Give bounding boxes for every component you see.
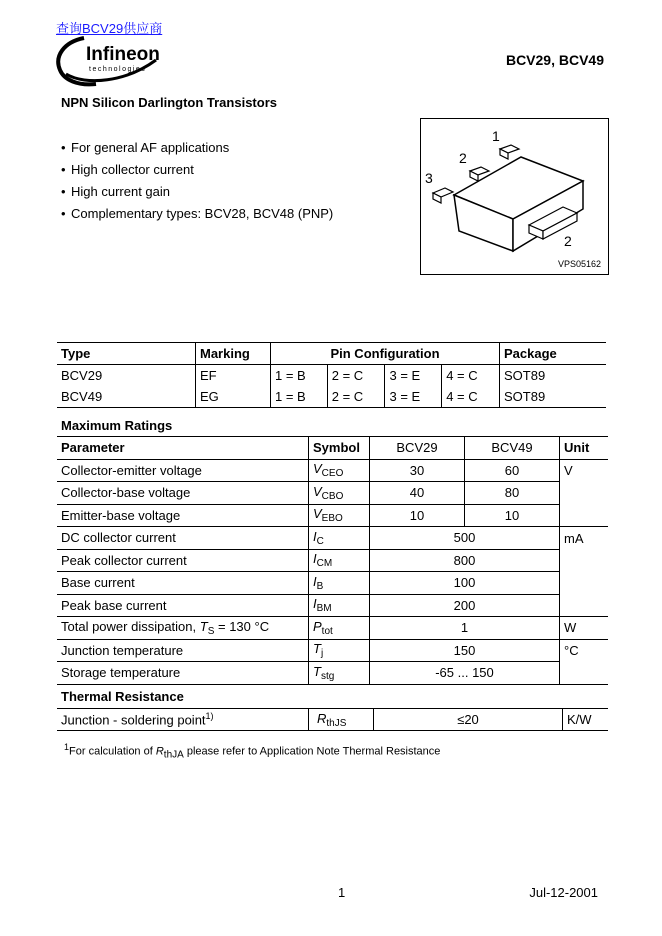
section-title-max-ratings: Maximum Ratings	[61, 418, 173, 433]
feature-item: • High current gain	[61, 184, 170, 199]
cell-pin: 2 = C	[327, 365, 385, 387]
pin-label: 2	[564, 233, 572, 249]
footnote: $^1$For calculation of $R_{thJA}$ please refer to Application Note Thermal Resistance	[64, 742, 441, 761]
cell-marking: EF	[196, 365, 271, 387]
table-row: Peak base current $I_{BM}$ 200	[57, 594, 608, 617]
feature-item: • High collector current	[61, 162, 194, 177]
cell-package: SOT89	[500, 386, 607, 408]
table-row: Peak collector current $I_{CM}$ 800	[57, 549, 608, 572]
pin-label: 3	[425, 170, 433, 186]
max-ratings-table	[57, 436, 608, 685]
table-row	[57, 365, 606, 387]
svg-text:technologies: technologies	[89, 66, 147, 73]
cell-pin: 1 = B	[271, 386, 328, 408]
package-figure	[420, 118, 609, 275]
table-row	[57, 386, 606, 408]
table-row: Junction - soldering point$^{1)}$ $R_{thJS}$ ≤20 K/W	[57, 709, 608, 731]
col-header-symbol: Symbol	[309, 437, 370, 460]
infineon-logo	[56, 34, 166, 88]
table-row: Junction temperature $T_j$ 150 °C	[57, 639, 608, 662]
col-header-marking: Marking	[196, 343, 271, 365]
package-code: VPS05162	[558, 259, 602, 269]
cell-pin: 2 = C	[327, 386, 385, 408]
cell-package: SOT89	[500, 365, 607, 387]
col-header-unit: Unit	[560, 437, 609, 460]
col-header-parameter: Parameter	[57, 437, 309, 460]
cell-pin: 3 = E	[385, 386, 442, 408]
cell-pin: 4 = C	[442, 365, 500, 387]
svg-text:Infineon: Infineon	[86, 44, 160, 65]
section-title-thermal: Thermal Resistance	[61, 689, 184, 704]
col-header-type: Type	[57, 343, 196, 365]
table-row: Base current $I_B$ 100	[57, 572, 608, 595]
pin-label: 1	[492, 128, 500, 144]
feature-list	[61, 140, 333, 228]
col-header-package: Package	[500, 343, 607, 365]
top-link[interactable]: 查询BCV29供应商	[56, 21, 163, 36]
col-header-pin-config: Pin Configuration	[271, 343, 500, 365]
cell-type: BCV29	[61, 368, 103, 383]
thermal-table	[57, 708, 608, 731]
feature-item: • For general AF applications	[61, 140, 230, 155]
document-id: BCV29, BCV49	[505, 52, 604, 68]
cell-pin: 1 = B	[271, 365, 328, 387]
table-row: Collector-base voltage $V_{CBO}$ 40 80	[57, 482, 608, 505]
cell-pin: 4 = C	[442, 386, 500, 408]
pin-label: 2	[459, 150, 467, 166]
sot89-package-drawing	[421, 119, 608, 274]
table-row: Storage temperature $T_{stg}$ -65 ... 150	[57, 662, 608, 685]
table-row: DC collector current $I_C$ 500 mA	[57, 527, 608, 550]
feature-item: • Complementary types: BCV28, BCV48 (PNP)	[61, 206, 334, 221]
col-header-bcv29: BCV29	[370, 437, 465, 460]
document-date: Jul-12-2001	[529, 885, 598, 900]
table-row: Collector-emitter voltage $V_{CEO}$ 30 60 V	[57, 459, 608, 482]
document-subtitle: NPN Silicon Darlington Transistors	[61, 95, 277, 110]
page-number: 1	[338, 885, 346, 900]
table-row: Emitter-base voltage $V_{EBO}$ 10 10	[57, 504, 608, 527]
cell-marking: EG	[196, 386, 271, 408]
table-row: Total power dissipation, $T_S = 130$ °C $P_{tot}$ 1 W	[57, 617, 608, 640]
type-table	[57, 342, 606, 408]
col-header-bcv49: BCV49	[465, 437, 560, 460]
cell-type: BCV49	[57, 386, 196, 408]
cell-pin: 3 = E	[385, 365, 442, 387]
